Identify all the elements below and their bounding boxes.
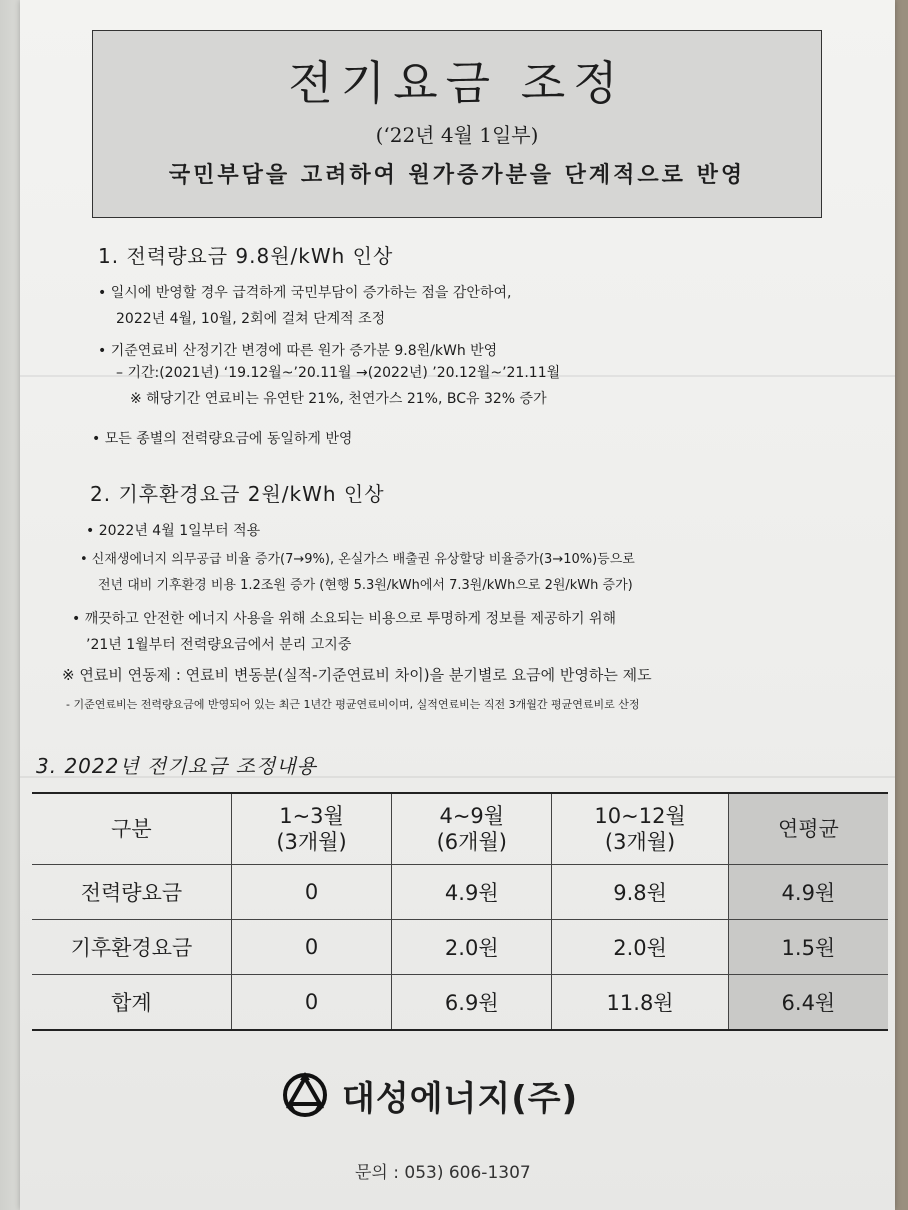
s2-bullet2-line2: 전년 대비 기후환경 비용 1.2조원 증가 (현행 5.3원/kWh에서 7.3원/kWh으로 2원/kWh 증가) (98, 578, 633, 593)
table-row (32, 920, 888, 975)
table-cell-avg: 4.9원 (728, 865, 888, 920)
s2-note: ※ 연료비 연동제 : 연료비 변동분(실적-기준연료비 차이)을 분기별로 요금에 반영하는 제도 (62, 666, 652, 684)
table-row (32, 865, 888, 920)
company-logo (280, 1070, 578, 1120)
table-cell-avg: 6.4원 (728, 975, 888, 1031)
col-header-apr-sep: 4~9월 (6개월) (392, 793, 552, 865)
table-cell: 0 (231, 920, 391, 975)
col-header-q1: 1~3월 (3개월) (231, 793, 391, 865)
rate-adjustment-table (32, 792, 888, 1031)
s1-bullet1-line1: • 일시에 반영할 경우 급격하게 국민부담이 증가하는 점을 감안하여, (98, 285, 512, 301)
company-name: 대성에너지(주) (342, 1078, 579, 1119)
col-header-annual-avg: 연평균 (728, 793, 888, 865)
table-cell: 9.8원 (552, 865, 728, 920)
s1-bullet1-line2: 2022년 4월, 10월, 2회에 걸쳐 단계적 조정 (116, 311, 386, 327)
table-cell-avg: 1.5원 (728, 920, 888, 975)
title-box (92, 30, 822, 218)
table-row (32, 975, 888, 1031)
table-cell: 2.0원 (552, 920, 728, 975)
table-cell: 0 (231, 865, 391, 920)
section3-heading: 3. 2022년 전기요금 조정내용 (36, 754, 317, 778)
s2-bullet1: • 2022년 4월 1일부터 적용 (86, 523, 261, 539)
table-cell: 2.0원 (392, 920, 552, 975)
table-cell: 6.9원 (392, 975, 552, 1031)
s1-bullet2-line2: – 기간:(2021년) ‘19.12월~’20.11월 →(2022년) ’20.12월~’21.11월 (116, 365, 561, 381)
contact-info: 문의 : 053) 606-1307 (355, 1163, 531, 1183)
col-header-oct-dec: 10~12월 (3개월) (552, 793, 728, 865)
s1-bullet2-line3: ※ 해당기간 연료비는 유연탄 21%, 천연가스 21%, BC유 32% 증가 (130, 391, 547, 407)
table-cell: 4.9원 (392, 865, 552, 920)
s2-bullet2-line1: • 신재생에너지 의무공급 비율 증가(7→9%), 온실가스 배출권 유상할당 비율증가(3→10%)등으로 (80, 552, 635, 567)
row-label: 전력량요금 (32, 865, 231, 920)
table-cell: 11.8원 (552, 975, 728, 1031)
effective-date: (‘22년 4월 1일부) (375, 123, 539, 147)
s1-bullet3: • 모든 종별의 전력량요금에 동일하게 반영 (92, 431, 353, 447)
row-label: 기후환경요금 (32, 920, 231, 975)
s2-bullet3-line1: • 깨끗하고 안전한 에너지 사용을 위해 소요되는 비용으로 투명하게 정보를 제공하기 위해 (72, 611, 617, 627)
title-description: 국민부담을 고려하여 원가증가분을 단계적으로 반영 (168, 162, 746, 188)
section2-heading: 2. 기후환경요금 2원/kWh 인상 (90, 482, 385, 506)
page-title: 전기요금 조정 (288, 56, 626, 110)
recycle-triangle-logo-icon (280, 1070, 330, 1120)
table-header-row (32, 793, 888, 865)
col-header-category: 구분 (32, 793, 231, 865)
table-cell: 0 (231, 975, 391, 1031)
section1-heading: 1. 전력량요금 9.8원/kWh 인상 (98, 244, 394, 268)
s2-bullet3-line2: ’21년 1월부터 전력량요금에서 분리 고지중 (86, 637, 352, 653)
row-label: 합계 (32, 975, 231, 1031)
s1-bullet2-line1: • 기준연료비 산정기간 변경에 따른 원가 증가분 9.8원/kWh 반영 (98, 343, 498, 359)
s2-footnote: - 기준연료비는 전력량요금에 반영되어 있는 최근 1년간 평균연료비이며, 실적연료비는 직전 3개월간 평균연료비로 산정 (66, 698, 640, 711)
